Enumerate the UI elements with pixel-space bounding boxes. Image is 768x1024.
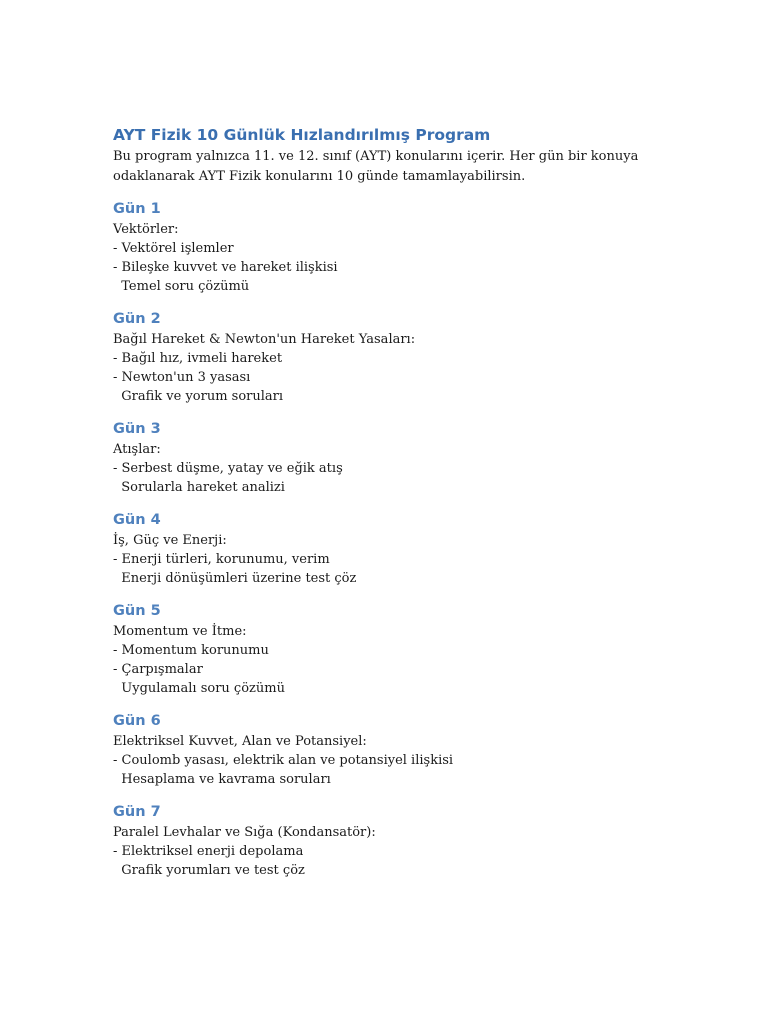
intro-line: Bu program yalnızca 11. ve 12. sınıf (AYT) konularını içerir. Her gün bir konuya: [113, 149, 639, 164]
day-section: [113, 711, 673, 789]
topic-line: - Elektriksel enerji depolama: [113, 844, 304, 859]
day-heading: Gün 7: [113, 804, 161, 820]
topic-line: - Vektörel işlemler: [113, 241, 234, 256]
topic-line: - Bileşke kuvvet ve hareket ilişkisi: [113, 260, 338, 275]
topic-line: - Bağıl hız, ivmeli hareket: [113, 351, 283, 366]
day-section: [113, 510, 673, 588]
intro-line: odaklanarak AYT Fizik konularını 10 günde tamamlayabilirsin.: [113, 168, 526, 184]
topic-line: - Serbest düşme, yatay ve eğik atış: [113, 461, 343, 476]
document-title: AYT Fizik 10 Günlük Hızlandırılmış Program: [113, 126, 491, 144]
day-heading: Gün 5: [113, 603, 161, 619]
topic-title: Elektriksel Kuvvet, Alan ve Potansiyel:: [113, 734, 367, 749]
topic-title: Bağıl Hareket & Newton'un Hareket Yasaları:: [113, 332, 416, 347]
day-heading: Gün 1: [113, 201, 161, 217]
topic-line: Temel soru çözümü: [113, 279, 250, 294]
topic-line: Uygulamalı soru çözümü: [113, 681, 285, 696]
day-section: [113, 419, 673, 497]
topic-line: Enerji dönüşümleri üzerine test çöz: [113, 571, 357, 586]
day-heading: Gün 3: [113, 421, 161, 437]
topic-line: - Çarpışmalar: [113, 662, 203, 677]
topic-line: Hesaplama ve kavrama soruları: [113, 772, 331, 787]
topic-title: Vektörler:: [113, 222, 179, 237]
topic-title: Momentum ve İtme:: [113, 624, 247, 639]
day-section: [113, 802, 673, 880]
day-heading: Gün 6: [113, 713, 161, 729]
document-body: [113, 124, 673, 880]
day-heading: Gün 2: [113, 311, 161, 327]
day-list: [113, 199, 673, 880]
topic-line: Grafik ve yorum soruları: [113, 389, 284, 404]
topic-line: - Coulomb yasası, elektrik alan ve potansiyel ilişkisi: [113, 753, 454, 768]
topic-line: - Momentum korunumu: [113, 643, 269, 658]
topic-title: Atışlar:: [113, 442, 161, 457]
day-section: [113, 309, 673, 406]
day-heading: Gün 4: [113, 512, 161, 528]
day-section: [113, 601, 673, 698]
topic-title: Paralel Levhalar ve Sığa (Kondansatör):: [113, 825, 376, 840]
topic-line: Sorularla hareket analizi: [113, 480, 285, 495]
topic-title: İş, Güç ve Enerji:: [113, 533, 227, 548]
topic-line: - Enerji türleri, korunumu, verim: [113, 552, 330, 567]
day-section: [113, 199, 673, 296]
topic-line: - Newton'un 3 yasası: [113, 370, 251, 385]
topic-line: Grafik yorumları ve test çöz: [113, 863, 305, 878]
